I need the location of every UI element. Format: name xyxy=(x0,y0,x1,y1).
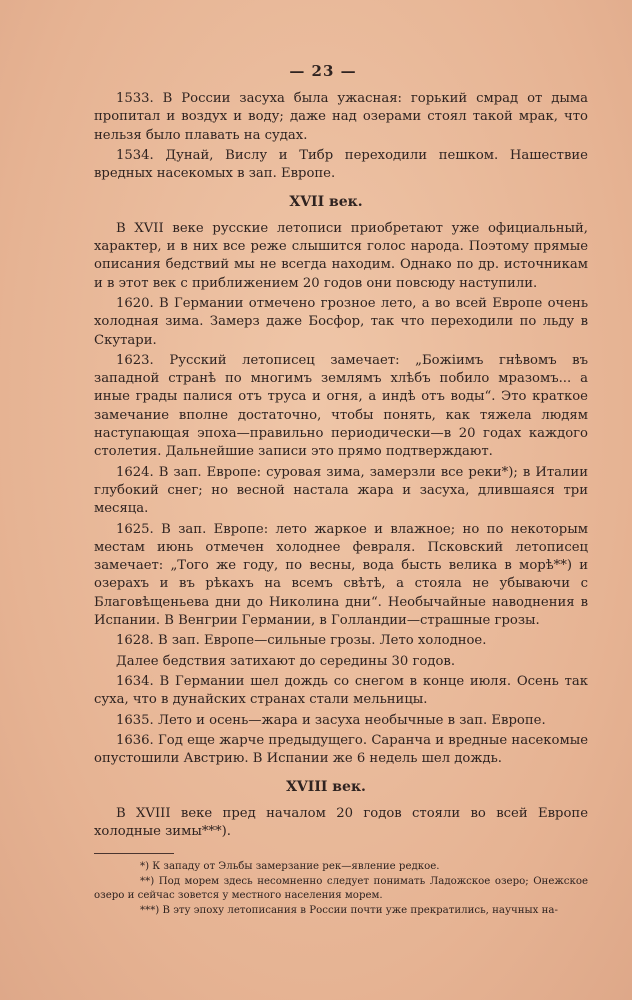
section-heading-18th-century: XVIII век. xyxy=(286,779,366,796)
paragraph-1533: 1533. В России засуха была ужасная: горький смрад от дыма пропитал и воздух и воду; даже над озерами стоял такой мрак, что нельзя было плавать на судах. xyxy=(94,91,588,143)
paragraph-1636: 1636. Год еще жарче предыдущего. Саранча и вредные насекомые опустошили Австрию. В Испании же 6 недель шел дождь. xyxy=(94,732,588,767)
section-heading-17th-century: XVII век. xyxy=(289,194,363,211)
paragraph-1534: 1534. Дунай, Вислу и Тибр переходили пешком. Нашествие вредных насекомых в зап. Европе. xyxy=(94,147,588,182)
paragraph-1625: 1625. В зап. Европе: лето жаркое и влажное; но по некоторым местам июнь отмечен холоднее февраля. Псковский летописец замечает: „Того же году, по весны, вода бысть велика в морѣ**) и озерахъ и въ рѣкахъ на всемъ свѣтѣ, а стояла не убываючи с Благовѣщеньева дни до Николина дни“. Необычайные наводнения в Испании. В Венгрии Германии, в Голландии—страшные грозы. xyxy=(94,521,588,629)
footnote-1: *) К западу от Эльбы замерзание рек—явление редкое. xyxy=(140,861,440,873)
paragraph-dalee: Далее бедствия затихают до середины 30 годов. xyxy=(116,653,456,669)
paragraph-intro-18: В XVIII веке пред началом 20 годов стояли во всей Европе холодные зимы***). xyxy=(94,805,588,839)
paragraph-1635: 1635. Лето и осень—жара и засуха необычные в зап. Европе. xyxy=(116,712,546,728)
main-text xyxy=(94,90,588,841)
footnotes xyxy=(94,860,588,918)
footnote-divider xyxy=(94,853,174,854)
paragraph-1628: 1628. В зап. Европе—сильные грозы. Лето холодное. xyxy=(116,633,487,649)
paragraph-1623: 1623. Русский летописец замечает: „Божiимъ гнѣвомъ въ западной странѣ по многимъ землямъ хлѣбъ побило мразомъ... а иные грады палися отъ труса и огня, а индѣ отъ воды“. Это краткое замечание вполне достаточно, чтобы понять, как тяжела людям наступающая эпоха—правильно периодически—в 20 годах каждого столетия. Дальнейшие записи это прямо подтверждают. xyxy=(94,352,588,460)
footnote-2: **) Под морем здесь несомненно следует понимать Ладожское озеро; Онежское озеро и сейчас зовется у местного населения морем. xyxy=(94,875,588,902)
paragraph-1634: 1634. В Германии шел дождь со снегом в конце июля. Осень так суха, что в дунайских странах стали мельницы. xyxy=(94,673,588,708)
paragraph-intro-17: В XVII веке русские летописи приобретают уже официальный, характер, и в них все реже слышится голос народа. Поэтому прямые описания бедствий мы не всегда находим. Однако по др. источникам и в этот век с приближением 20 годов они повсюду наступили. xyxy=(94,220,588,291)
page-number: — 23 — xyxy=(289,62,357,80)
footnote-3: ***) В эту эпоху летописания в России почти уже прекратились, научных на- xyxy=(140,904,558,916)
paragraph-1624: 1624. В зап. Европе: суровая зима, замерзли все реки*); в Италии глубокий снег; но весной настала жара и засуха, длившаяся три месяца. xyxy=(94,464,588,517)
paragraph-1620: 1620. В Германии отмечено грозное лето, а во всей Европе очень холодная зима. Замерз даже Босфор, так что переходили по льду в Скутари. xyxy=(94,295,588,348)
